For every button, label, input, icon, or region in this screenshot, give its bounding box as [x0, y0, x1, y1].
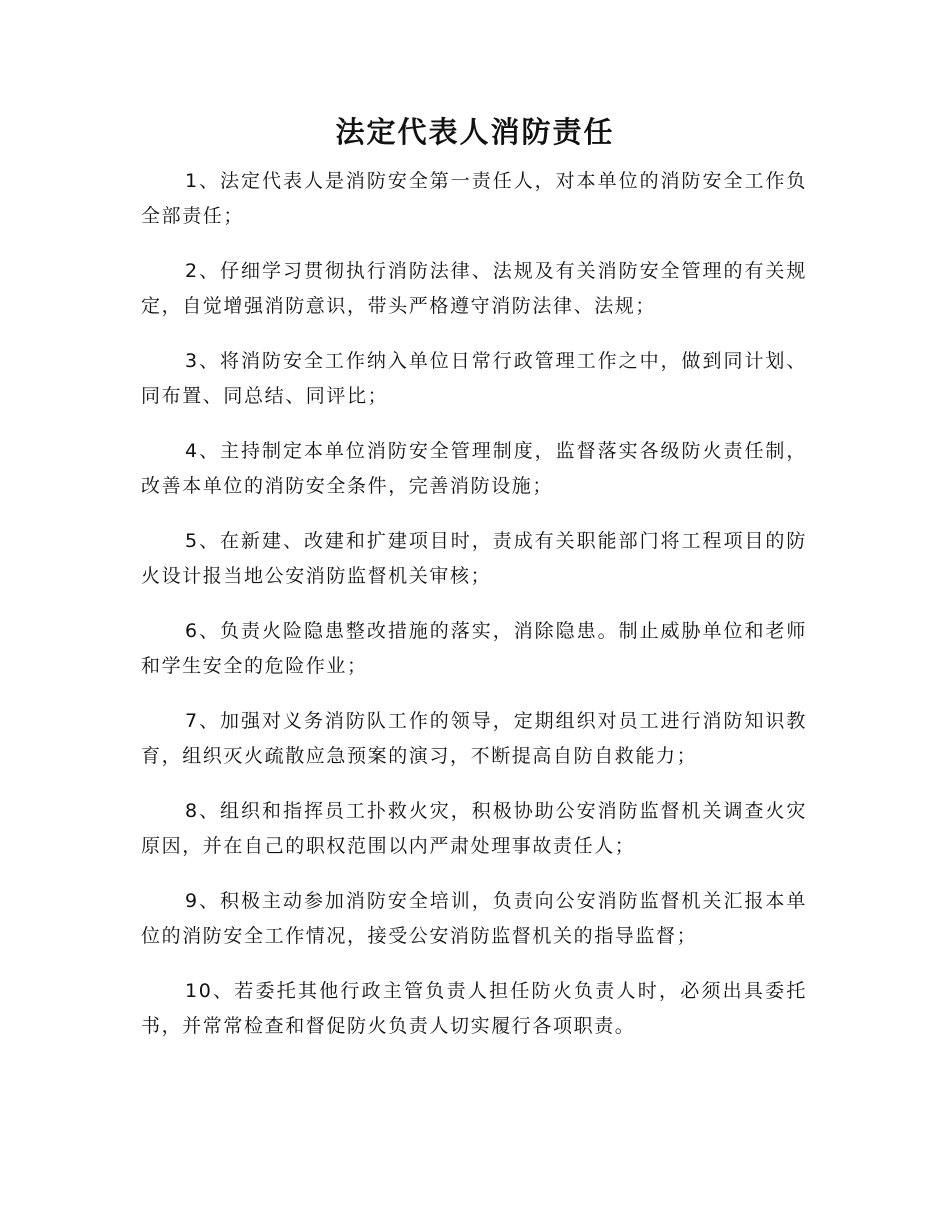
paragraph-4: 4、主持制定本单位消防安全管理制度，监督落实各级防火责任制，改善本单位的消防安全条件，完善消防设施；: [141, 440, 807, 497]
paragraph-1: 1、法定代表人是消防安全第一责任人，对本单位的消防安全工作负全部责任；: [141, 170, 807, 227]
paragraph-5: 5、在新建、改建和扩建项目时，责成有关职能部门将工程项目的防火设计报当地公安消防监督机关审核；: [141, 530, 807, 587]
paragraph-9: 9、积极主动参加消防安全培训，负责向公安消防监督机关汇报本单位的消防安全工作情况，接受公安消防监督机关的指导监督；: [141, 890, 807, 947]
paragraph-2: 2、仔细学习贯彻执行消防法律、法规及有关消防安全管理的有关规定，自觉增强消防意识，带头严格遵守消防法律、法规；: [141, 260, 807, 317]
paragraph-7: 7、加强对义务消防队工作的领导，定期组织对员工进行消防知识教育，组织灭火疏散应急预案的演习，不断提高自防自救能力；: [141, 710, 807, 767]
paragraph-10: 10、若委托其他行政主管负责人担任防火负责人时，必须出具委托书，并常常检查和督促防火负责人切实履行各项职责。: [141, 980, 807, 1037]
paragraph-8: 8、组织和指挥员工扑救火灾，积极协助公安消防监督机关调查火灾原因，并在自己的职权范围以内严肃处理事故责任人；: [141, 800, 807, 857]
paragraph-3: 3、将消防安全工作纳入单位日常行政管理工作之中，做到同计划、同布置、同总结、同评比；: [141, 350, 807, 407]
paragraph-6: 6、负责火险隐患整改措施的落实，消除隐患。制止威胁单位和老师和学生安全的危险作业；: [141, 620, 807, 677]
document-body: [141, 164, 807, 1064]
document-title: 法定代表人消防责任: [335, 115, 615, 149]
